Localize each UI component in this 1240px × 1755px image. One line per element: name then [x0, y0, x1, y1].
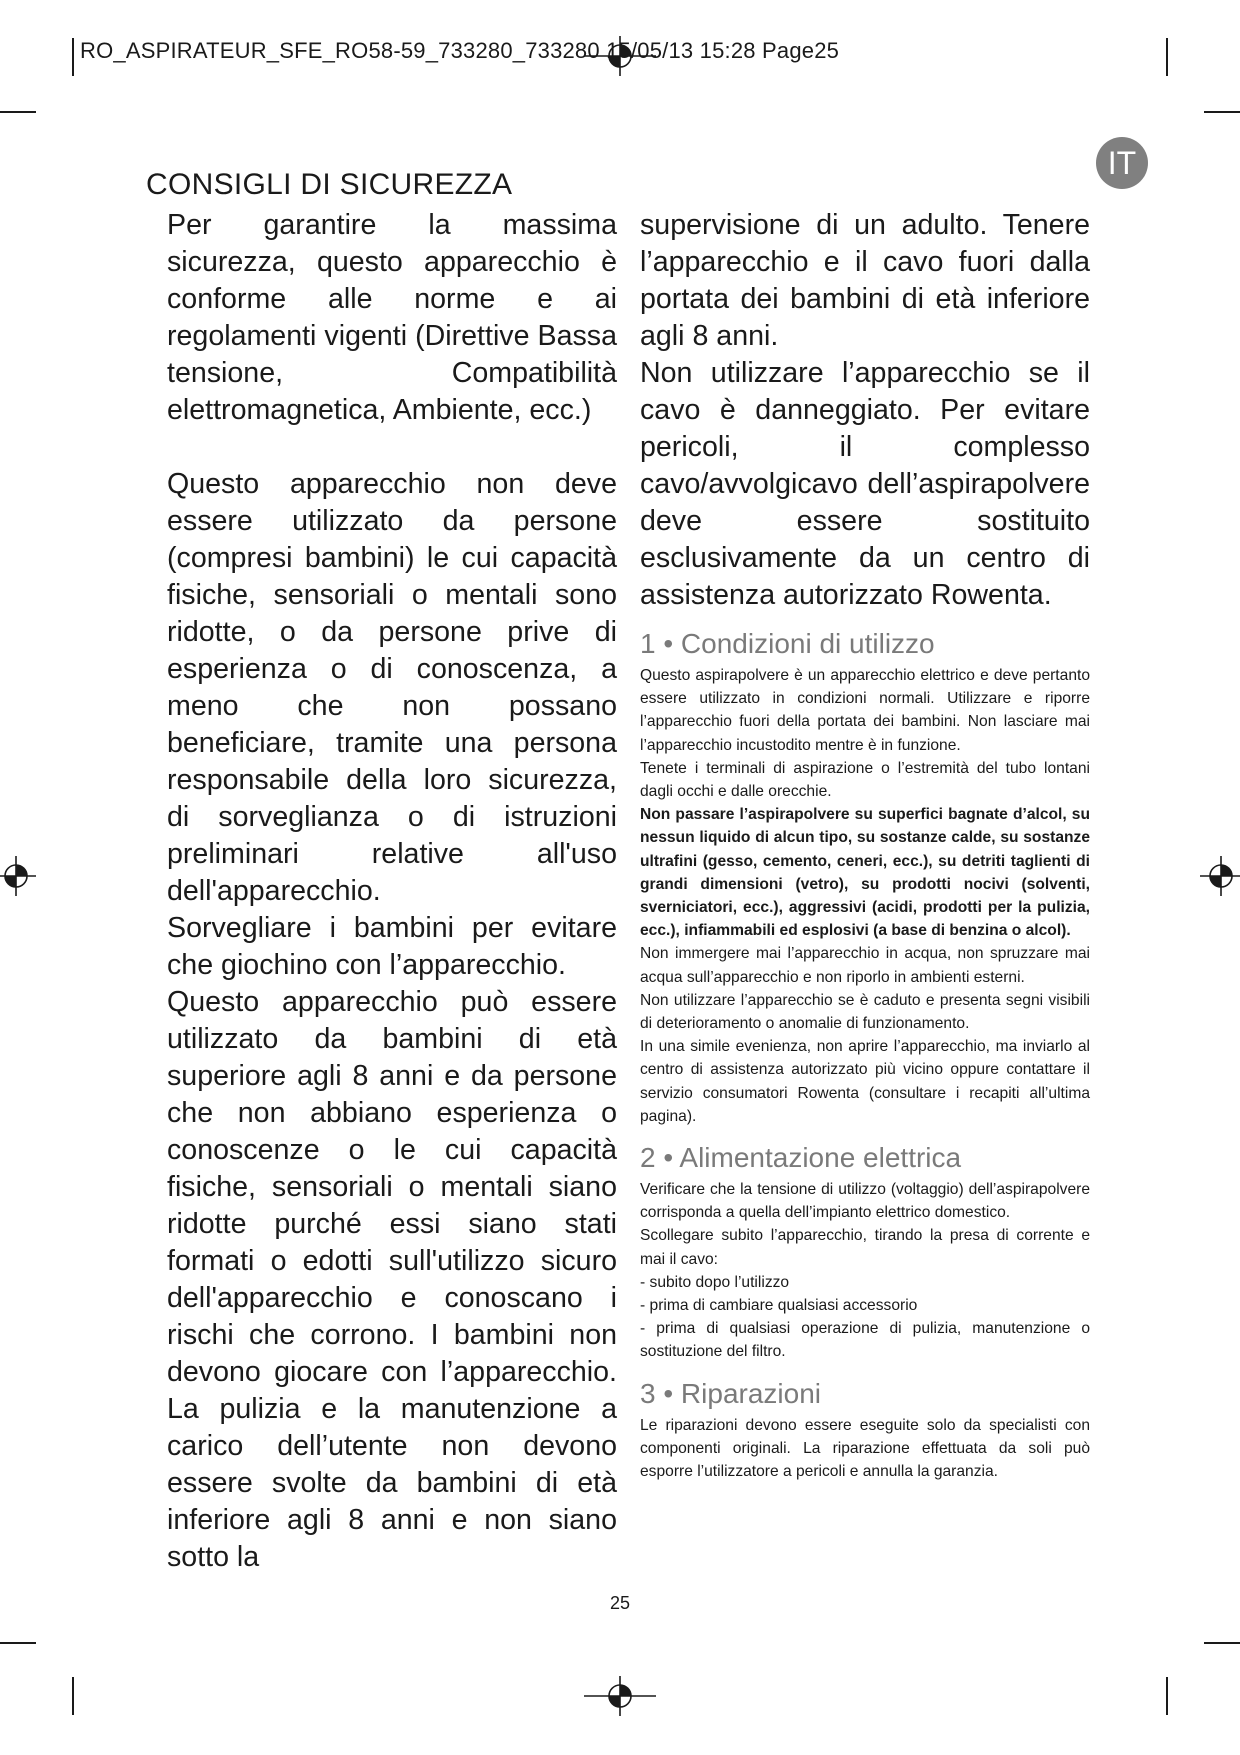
left-column — [167, 207, 617, 1576]
section-title: 2 • Alimentazione elettrica — [640, 1142, 962, 1174]
crop-mark — [1204, 1642, 1240, 1644]
page-title: CONSIGLI DI SICUREZZA — [146, 168, 513, 201]
paragraph: Questo aspirapolvere è un apparecchio elettrico e deve pertanto essere utilizzato in condizioni normali. Utilizzare e riporre l’apparecchio fuori della portata dei bambini. Non lasciare mai l’apparecchio incustodito mentre è in funzione. — [640, 667, 1090, 754]
crop-mark — [1204, 111, 1240, 113]
crop-mark — [0, 111, 36, 113]
language-badge: IT — [1096, 137, 1148, 189]
list-item: - prima di qualsiasi operazione di pulizia, manutenzione o sostituzione del filtro. — [640, 1320, 1090, 1361]
paragraph: Le riparazioni devono essere eseguite solo da specialisti con componenti originali. La riparazione effettuata da soli può esporre l’utilizzatore a pericoli e annulla la garanzia. — [640, 1416, 1090, 1481]
section-title: 1 • Condizioni di utilizzo — [640, 628, 935, 659]
paragraph: Tenete i terminali di aspirazione o l’estremità del tubo lontani dagli occhi e dalle orecchie. — [640, 759, 1090, 801]
paragraph: Scollegare subito l’apparecchio, tirando la presa di corrente e mai il cavo: — [640, 1227, 1090, 1268]
paragraph: Verificare che la tensione di utilizzo (voltaggio) dell’aspirapolvere corrisponda a quella dell’impianto elettrico domestico. — [640, 1181, 1090, 1222]
paragraph: Non utilizzare l’apparecchio se è caduto e presenta segni visibili di deterioramento o anomalie di funzionamento. — [640, 991, 1090, 1033]
crop-mark — [72, 1677, 74, 1715]
registration-mark-icon — [584, 1676, 656, 1716]
crop-mark — [72, 38, 74, 76]
list-item: - prima di cambiare qualsiasi accessorio — [640, 1297, 918, 1315]
paragraph: Questo apparecchio può essere utilizzato da bambini di età superiore agli 8 anni e da persone che non abbiano esperienza o conoscenze o le cui capacità fisiche, sensoriali o mentali siano ridotte purché essi siano stati formati o edotti sull'utilizzo sicuro dell'apparecchio e conoscano i rischi che corrono. I bambini non devono giocare con l’apparecchio. La pulizia e la manutenzione a carico dell’utente non devono essere svolte da bambini di età inferiore agli 8 anni e non siano sotto la — [167, 986, 617, 1573]
paragraph-gap — [167, 429, 617, 466]
warning-paragraph: Non passare l’aspirapolvere su superfici bagnate d’alcol, su nessun liquido di alcun tipo, su sostanze calde, su sostanze ultrafini (gesso, cemento, ceneri, ecc.), su detriti taglienti di grandi dimensioni (vetro), su prodotti nocivi (solventi, sverniciatori, ecc.), aggressivi (acidi, prodotti per la pulizia, ecc.), infiammabili ed esplosivi (a base di benzina o alcol). — [640, 806, 1090, 940]
registration-mark-icon — [1200, 856, 1240, 896]
paragraph: Non immergere mai l’apparecchio in acqua, non spruzzare mai acqua sull’apparecchio e non riporlo in ambienti esterni. — [640, 945, 1090, 986]
paragraph: Non utilizzare l’apparecchio se il cavo è danneggiato. Per evitare pericoli, il complesso cavo/avvolgicavo dell’aspirapolvere deve essere sostituito esclusivamente da un centro di assistenza autorizzato Rowenta. — [640, 357, 1090, 611]
paragraph: Sorvegliare i bambini per evitare che giochino con l’apparecchio. — [167, 912, 617, 981]
registration-mark-icon — [0, 856, 36, 896]
paragraph: In una simile evenienza, non aprire l’apparecchio, ma inviarlo al centro di assistenza autorizzato più vicino oppure contattare il servizio consumatori Rowenta (consultare i recapiti all’ultima pagina). — [640, 1038, 1090, 1125]
crop-mark — [1166, 1677, 1168, 1715]
crop-mark — [1166, 38, 1168, 76]
print-slug: RO_ASPIRATEUR_SFE_RO58-59_733280_733280 15/05/13 15:28 Page25 — [80, 38, 840, 63]
right-column — [640, 207, 1090, 1483]
list-item: - subito dopo l’utilizzo — [640, 1273, 790, 1291]
page-number: 25 — [609, 1593, 631, 1613]
crop-mark — [0, 1642, 36, 1644]
section-title: 3 • Riparazioni — [640, 1377, 822, 1409]
paragraph: Questo apparecchio non deve essere utilizzato da persone (compresi bambini) le cui capacità fisiche, sensoriali o mentali sono ridotte, o da persone prive di esperienza o di conoscenza, a meno che non possano beneficiare, tramite una persona responsabile della loro sicurezza, di sorveglianza o di istruzioni preliminari relative all'uso dell'apparecchio. — [167, 468, 617, 907]
paragraph: supervisione di un adulto. Tenere l’apparecchio e il cavo fuori dalla portata dei bambini di età inferiore agli 8 anni. — [640, 209, 1090, 352]
paragraph: Per garantire la massima sicurezza, questo apparecchio è conforme alle norme e ai regolamenti vigenti (Direttive Bassa tensione, Compatibilità elettromagnetica, Ambiente, ecc.) — [167, 209, 617, 426]
